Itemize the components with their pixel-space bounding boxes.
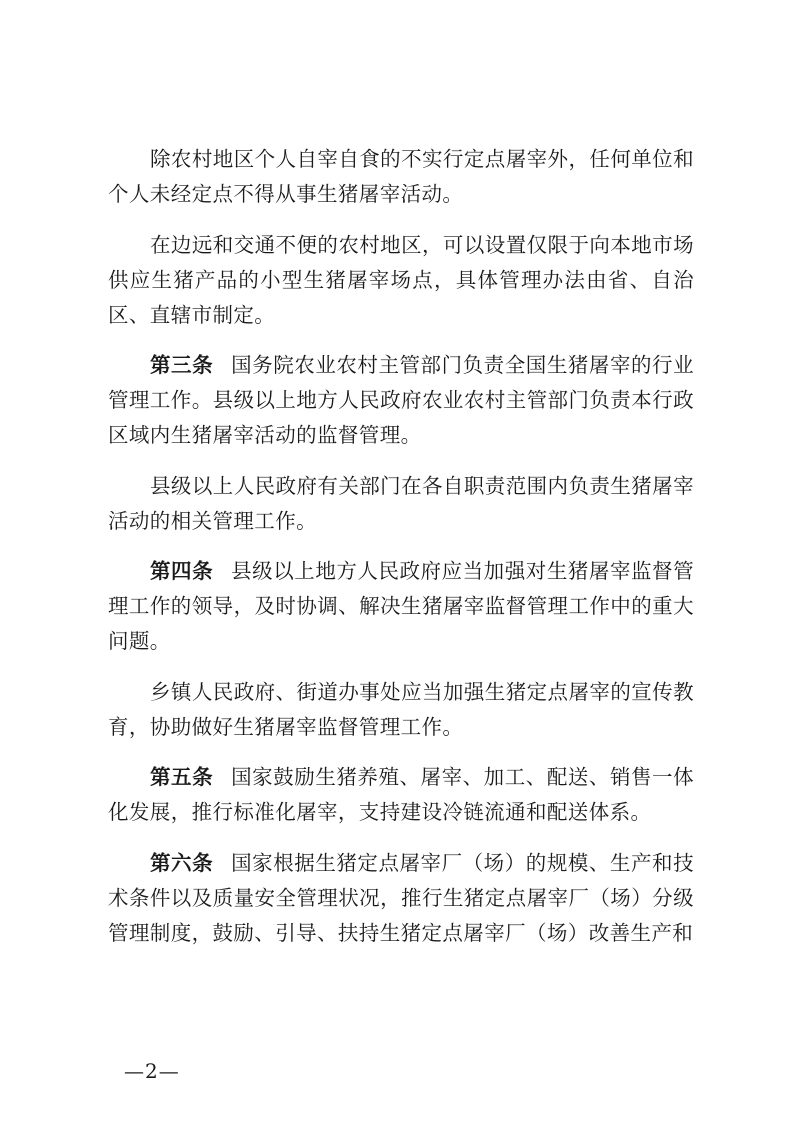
paragraph-2	[108, 228, 694, 333]
article-title: 第三条	[150, 353, 214, 377]
paragraph-text: 国家根据生猪定点屠宰厂（场）的规模、生产和技术条件以及质量安全管理状况，推行生猪定点屠宰厂（场）分级管理制度，鼓励、引导、扶持生猪定点屠宰厂（场）改善生产和	[108, 850, 694, 945]
article-3	[108, 348, 694, 453]
paragraph-text: 在边远和交通不便的农村地区，可以设置仅限于向本地市场供应生猪产品的小型生猪屠宰场点，具体管理办法由省、自治区、直辖市制定。	[108, 232, 694, 327]
paragraph-text: 除农村地区个人自宰自食的不实行定点屠宰外，任何单位和个人未经定点不得从事生猪屠宰活动。	[108, 147, 694, 206]
article-4	[108, 554, 694, 659]
article-title: 第六条	[150, 850, 214, 875]
page-number: —2—	[124, 1059, 180, 1083]
article-title: 第五条	[150, 765, 214, 789]
paragraph-text: 国家鼓励生猪养殖、屠宰、加工、配送、销售一体化发展，推行标准化屠宰，支持建设冷链流通和配送体系。	[108, 765, 694, 824]
paragraph-text: 县级以上地方人民政府应当加强对生猪屠宰监督管理工作的领导，及时协调、解决生猪屠宰监督管理工作中的重大问题。	[108, 559, 694, 653]
paragraph-text: 县级以上人民政府有关部门在各自职责范围内负责生猪屠宰活动的相关管理工作。	[108, 473, 694, 533]
document-body	[108, 142, 694, 966]
paragraph-text: 乡镇人民政府、街道办事处应当加强生猪定点屠宰的宣传教育，协助做好生猪屠宰监督管理工作。	[108, 679, 694, 739]
article-5	[108, 760, 694, 830]
article-6	[108, 846, 694, 951]
article-title: 第四条	[150, 559, 214, 583]
paragraph-6	[108, 675, 694, 745]
paragraph-4	[108, 469, 694, 539]
paragraph-1	[108, 142, 694, 212]
paragraph-text: 国务院农业农村主管部门负责全国生猪屠宰的行业管理工作。县级以上地方人民政府农业农村主管部门负责本行政区域内生猪屠宰活动的监督管理。	[108, 353, 694, 447]
